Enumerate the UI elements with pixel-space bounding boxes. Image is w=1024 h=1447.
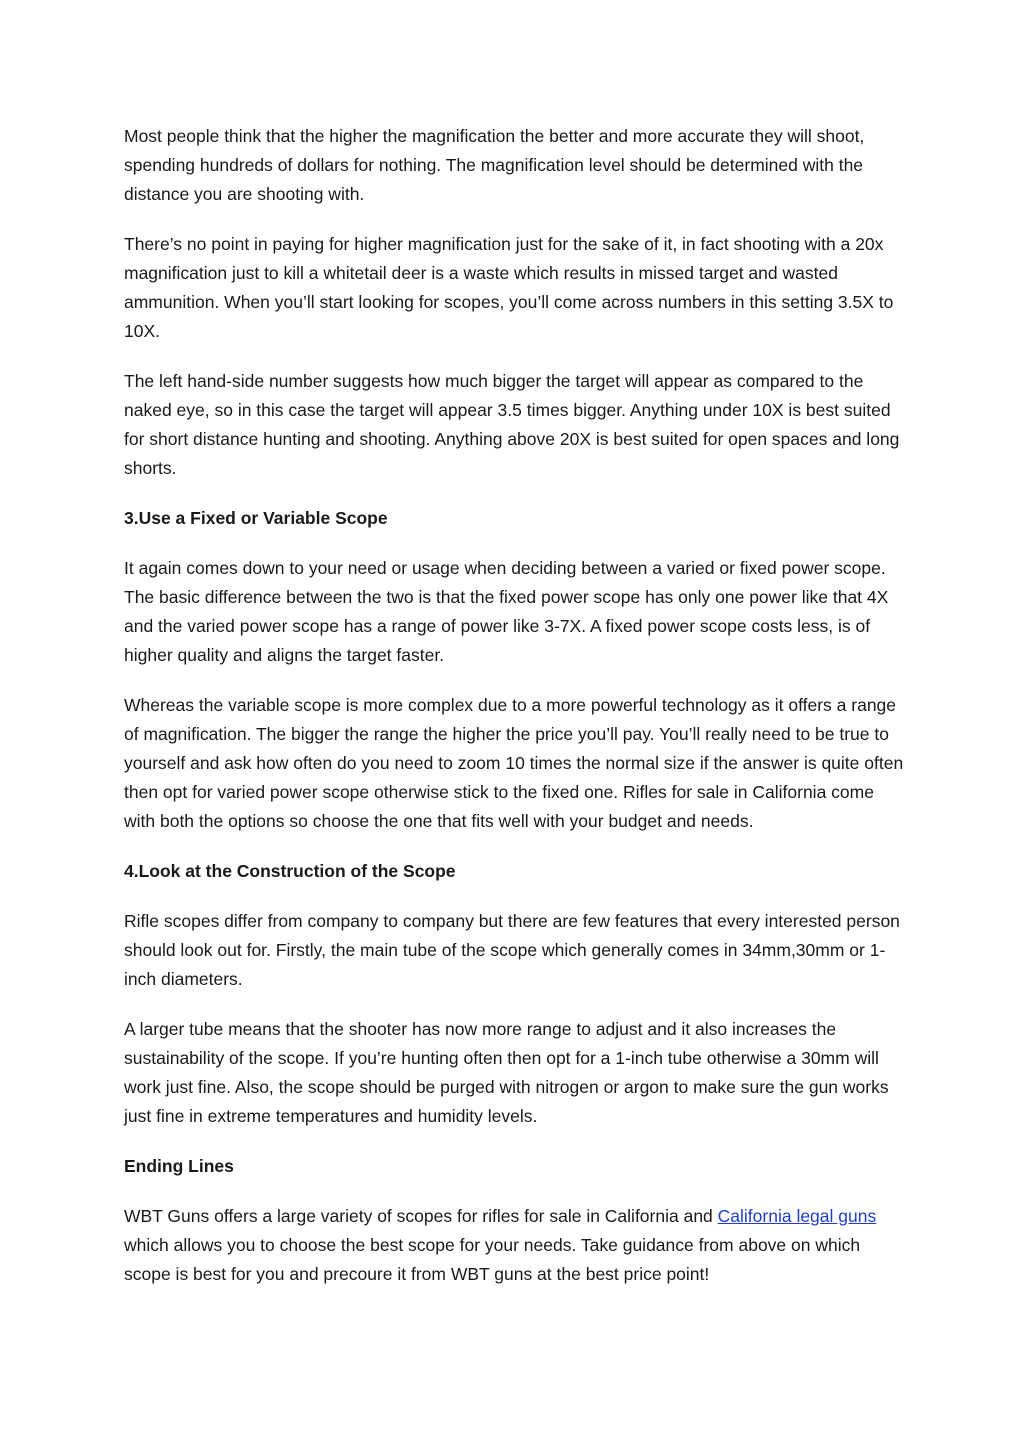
text-span: WBT Guns offers a large variety of scopes for rifles for sale in California and [124,1206,718,1226]
document-page [124,122,904,1310]
section-heading: Ending Lines [124,1156,234,1176]
paragraph: The left hand-side number suggests how much bigger the target will appear as compared to the naked eye, so in this case the target will appear 3.5 times bigger. Anything under 10X is best suited for short distance hunting and shooting. Anything above 20X is best suited for open spaces and long shorts. [124,371,900,478]
text-span: which allows you to choose the best scope for your needs. Take guidance from above on which scope is best for you and precoure it from WBT guns at the best price point! [124,1235,861,1284]
paragraph: Rifle scopes differ from company to company but there are few features that every interested person should look out for. Firstly, the main tube of the scope which generally comes in 34mm,30mm or 1-inch diameters. [124,911,900,989]
california-legal-guns-link[interactable]: California legal guns [717,1206,877,1226]
paragraph: Most people think that the higher the magnification the better and more accurate they will shoot, spending hundreds of dollars for nothing. The magnification level should be determined with the distance you are shooting with. [124,126,865,204]
section-heading: 3.Use a Fixed or Variable Scope [124,508,388,528]
paragraph: A larger tube means that the shooter has now more range to adjust and it also increases the sustainability of the scope. If you’re hunting often then opt for a 1-inch tube otherwise a 30mm will work just fine. Also, the scope should be purged with nitrogen or argon to make sure the gun works just fine in extreme temperatures and humidity levels. [124,1019,889,1126]
final-paragraph [124,1202,904,1289]
section-heading: 4.Look at the Construction of the Scope [124,861,456,881]
paragraph: It again comes down to your need or usage when deciding between a varied or fixed power scope. The basic difference between the two is that the fixed power scope has only one power like that 4X and the varied power scope has a range of power like 3-7X. A fixed power scope costs less, is of higher quality and aligns the target faster. [124,558,889,665]
paragraph: Whereas the variable scope is more complex due to a more powerful technology as it offers a range of magnification. The bigger the range the higher the price you’ll pay. You’ll really need to be true to yourself and ask how often do you need to zoom 10 times the normal size if the answer is quite often then opt for varied power scope otherwise stick to the fixed one. Rifles for sale in California come with both the options so choose the one that fits well with your budget and needs. [124,695,904,831]
paragraph: There’s no point in paying for higher magnification just for the sake of it, in fact shooting with a 20x magnification just to kill a whitetail deer is a waste which results in missed target and wasted ammunition. When you’ll start looking for scopes, you’ll come across numbers in this setting 3.5X to 10X. [124,234,894,341]
